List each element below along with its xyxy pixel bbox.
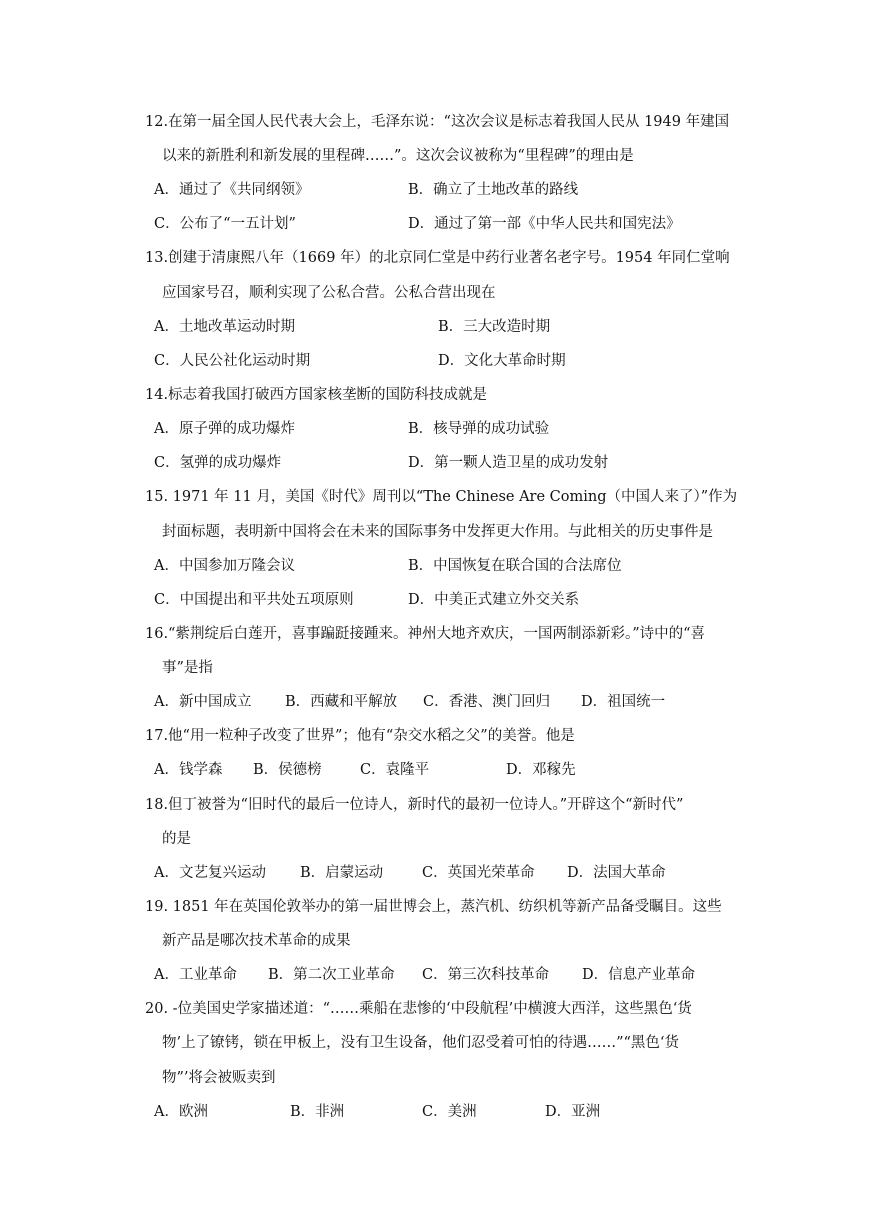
question-12-line-2: 以来的新胜利和新发展的里程碑……”。这次会议被称为“里程碑”的理由是 <box>162 148 634 164</box>
question-20-option-b: B．非洲 <box>290 1104 345 1120</box>
question-15-option-b: B．中国恢复在联合国的合法席位 <box>408 558 622 574</box>
question-15-option-d: D．中美正式建立外交关系 <box>408 592 580 608</box>
question-16-line-2: 事”是指 <box>162 660 213 676</box>
question-20-line-1: 20. -位美国史学家描述道：“……乘船在悲惨的‘中段航程’中横渡大西洋，这些黑色‘货 <box>145 1001 692 1017</box>
question-19-option-d: D．信息产业革命 <box>582 967 696 983</box>
question-20-option-d: D．亚洲 <box>545 1104 601 1120</box>
question-13-option-b: B．三大改造时期 <box>438 319 551 335</box>
question-13-option-c: C．人民公社化运动时期 <box>154 353 311 369</box>
question-17-option-c: C．袁隆平 <box>360 762 430 778</box>
question-15-line-1: 15. 1971 年 11 月，美国《时代》周刊以“The Chinese Are Coming（中国人来了）”作为 <box>145 489 738 505</box>
question-19-line-1: 19. 1851 年在英国伦敦举办的第一届世博会上，蒸汽机、纺织机等新产品备受瞩目。这些 <box>145 899 722 915</box>
question-16-option-d: D．祖国统一 <box>581 694 666 710</box>
question-20-option-c: C．美洲 <box>422 1104 477 1120</box>
question-18-line-1: 18.但丁被誉为“旧时代的最后一位诗人，新时代的最初一位诗人。”开辟这个“新时代” <box>145 797 684 813</box>
question-14-line-1: 14.标志着我国打破西方国家核垄断的国防科技成就是 <box>145 387 488 403</box>
question-17-line-1: 17.他“用一粒种子改变了世界”；他有“杂交水稻之父”的美誉。他是 <box>145 728 575 744</box>
question-12-option-d: D．通过了第一部《中华人民共和国宪法》 <box>408 216 681 232</box>
question-18-option-c: C．英国光荣革命 <box>422 865 535 881</box>
question-12-option-c: C．公布了“一五计划” <box>154 216 296 232</box>
question-19-option-b: B．第二次工业革命 <box>268 967 395 983</box>
question-14-option-a: A．原子弹的成功爆炸 <box>154 421 295 437</box>
question-18-line-2: 的是 <box>162 831 191 847</box>
question-16-line-1: 16.“紫荆绽后白莲开，喜事蹁跹接踵来。神州大地齐欢庆，一国两制添新彩。”诗中的“喜 <box>145 626 706 642</box>
question-15-line-2: 封面标题，表明新中国将会在未来的国际事务中发挥更大作用。与此相关的历史事件是 <box>162 524 713 540</box>
question-16-option-c: C．香港、澳门回归 <box>423 694 551 710</box>
question-17-option-d: D．邓稼先 <box>506 762 576 778</box>
question-12-option-a: A．通过了《共同纲领》 <box>154 182 310 198</box>
question-16-option-a: A．新中国成立 <box>154 694 252 710</box>
question-12-line-1: 12.在第一届全国人民代表大会上，毛泽东说：“这次会议是标志着我国人民从 1949 年建国 <box>145 114 730 130</box>
question-14-option-b: B．核导弹的成功试验 <box>408 421 550 437</box>
question-18-option-b: B．启蒙运动 <box>300 865 384 881</box>
question-20-option-a: A．欧洲 <box>154 1104 208 1120</box>
question-15-option-c: C．中国提出和平共处五项原则 <box>154 592 354 608</box>
question-12-option-b: B．确立了土地改革的路线 <box>408 182 579 198</box>
question-20-line-2: 物’上了镣铐，锁在甲板上，没有卫生设备，他们忍受着可怕的待遇……”“黑色‘货 <box>162 1035 680 1051</box>
question-13-option-d: D．文化大革命时期 <box>438 353 566 369</box>
question-15-option-a: A．中国参加万隆会议 <box>154 558 295 574</box>
question-19-option-c: C．第三次科技革命 <box>422 967 550 983</box>
question-13-line-2: 应国家号召，顺利实现了公私合营。公私合营出现在 <box>162 285 496 301</box>
question-19-option-a: A．工业革命 <box>154 967 237 983</box>
question-14-option-d: D．第一颗人造卫星的成功发射 <box>408 455 609 471</box>
question-17-option-a: A．钱学森 <box>154 762 223 778</box>
question-19-line-2: 新产品是哪次技术革命的成果 <box>162 933 351 949</box>
question-16-option-b: B．西藏和平解放 <box>285 694 398 710</box>
question-20-line-3: 物”’将会被贩卖到 <box>162 1070 276 1086</box>
question-13-option-a: A．土地改革运动时期 <box>154 319 295 335</box>
question-13-line-1: 13.创建于清康熙八年（1669 年）的北京同仁堂是中药行业著名老字号。1954 年同仁堂响 <box>145 250 730 266</box>
question-17-option-b: B．侯德榜 <box>253 762 322 778</box>
question-18-option-d: D．法国大革命 <box>567 865 666 881</box>
question-18-option-a: A．文艺复兴运动 <box>154 865 266 881</box>
question-14-option-c: C．氢弹的成功爆炸 <box>154 455 282 471</box>
